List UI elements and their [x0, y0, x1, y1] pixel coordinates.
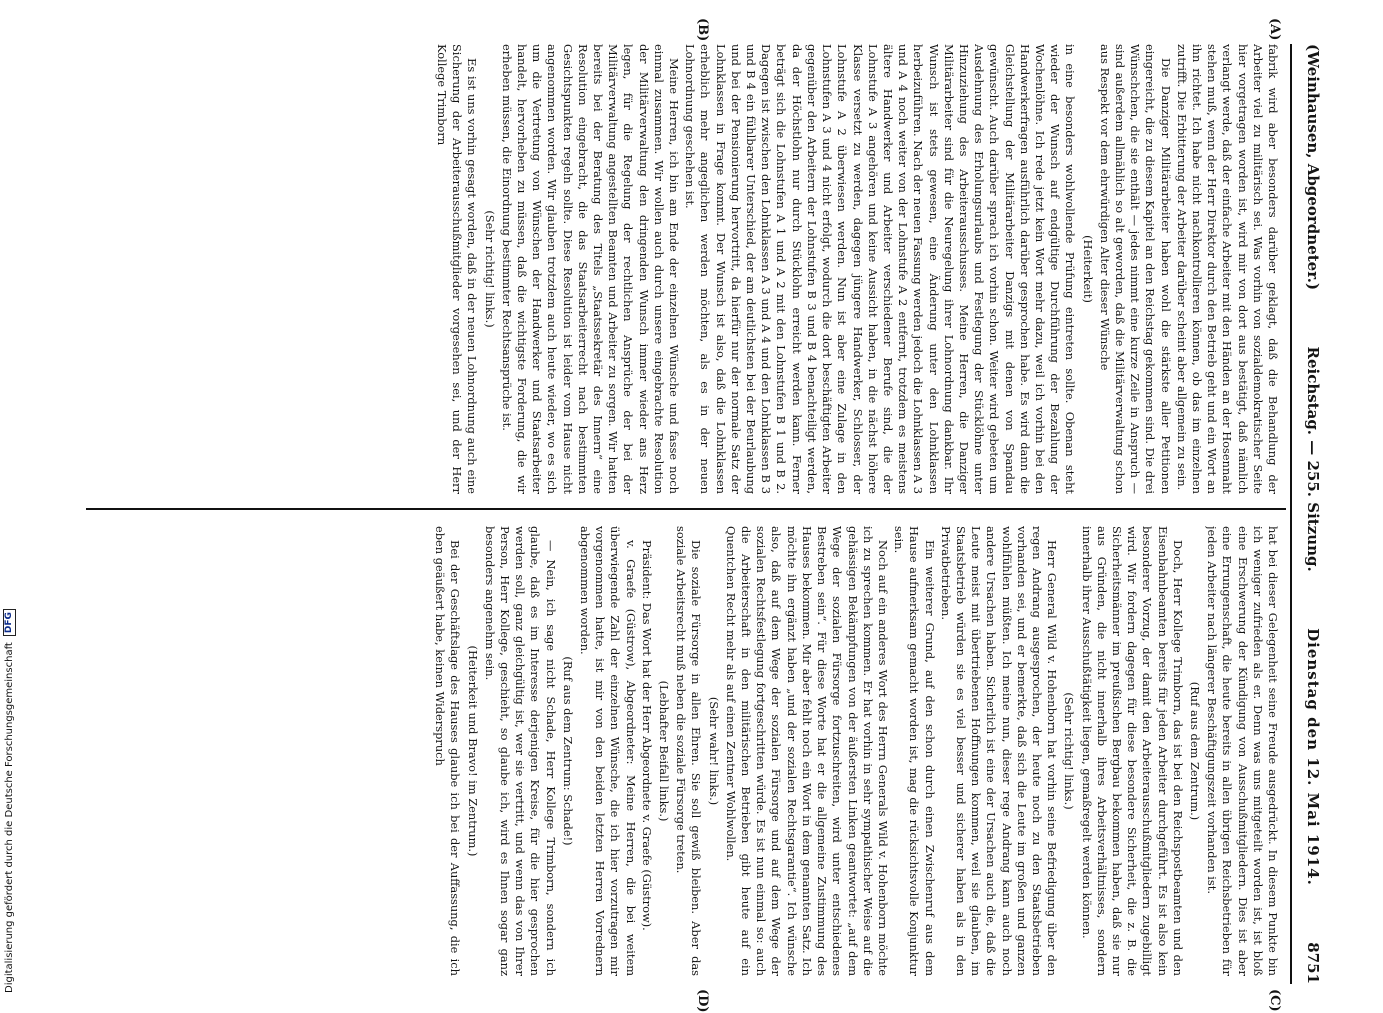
interjection: (Heiterkeit und Bravo! im Zentrum.) — [465, 645, 480, 857]
page-header — [1296, 44, 1330, 984]
paragraph: fabrik wird aber besonders darüber geklagt, daß die Behandlung der Arbeiter viel zu militärisch sei. Was vorhin von sozialdemokratischer Seite hier vorgetragen worden ist, wird mir von dort aus bestätigt, daß nämlich verlangt werde, daß der einfache Arbeiter mit den Händen an der Hosennaht stehen muß, wenn der Herr Direktor durch den Betrieb geht und ein Wort an ihn richtet. Ich habe nicht nachkontrollieren können, ob das im einzelnen zutrifft. Die Erbitterung der Arbeiter darüber scheint aber allgemein zu sein. — [1174, 44, 1280, 494]
header-rule — [1290, 44, 1292, 984]
margin-marker-b: (B) — [695, 18, 710, 42]
paragraph: Bei der Geschäftslage des Hauses glaube ich bei der Auffassung, die ich eben geäußert habe, keinen Widerspruch — [433, 526, 463, 976]
left-column — [100, 44, 1280, 494]
paragraph: Präsident: Das Wort hat der Herr Abgeordnete v. Graefe (Güstrow). — [639, 540, 654, 931]
header-date: Dienstag den 12. Mai 1914. — [1304, 628, 1322, 886]
digitization-credit — [2, 13, 16, 993]
interjection: (Sehr richtig! links.) — [482, 210, 497, 328]
column-divider — [86, 508, 1286, 510]
header-session: Reichstag. — 255. Sitzung. — [1304, 346, 1322, 572]
paragraph: Die soziale Fürsorge in allen Ehren. Sie soll gewiß bleiben. Aber das soziale Arbeitsrecht muß neben die soziale Fürsorge treten. — [674, 526, 704, 976]
interjection: (Sehr richtig! links.) — [1062, 692, 1077, 810]
margin-marker-d: (D) — [695, 989, 710, 1013]
page-number: 8751 — [1304, 942, 1322, 984]
paragraph: hat bei dieser Gelegenheit seine Freude ausgedrückt. In diesem Punkte bin ich weniger zufrieden als er. Denn was uns mitgeteilt worden ist, ist bloß eine Erschwerung der Kündigung von Ausschußmitgliedern. Dies ist aber eine Errungenschaft, die heute bereits in allen übrigen Reichsbetrieben für jeden Arbeiter nach längerer Beschäftigungszeit vorhanden ist. — [1205, 526, 1280, 976]
paragraph: — Nein, ich sage nicht Schade, Herr Kollege Trimborn, sondern ich glaube, daß es im Interesse derjenigen Kreise, für die hier gesprochen werden soll, ganz gleichgültig ist, wer sie vertritt, und wenn das von Ihrer Person, Herr Kollege, geschieht, so glaube ich, wird es Ihnen sogar ganz besonders angenehm sein. — [482, 526, 558, 976]
interjection: (Lebhafter Beifall links.) — [657, 680, 672, 822]
interjection: (Heiterkeit) — [1080, 235, 1095, 303]
scanned-page — [40, 18, 1330, 1013]
paragraph: Es ist uns vorhin gesagt worden, daß in der neuen Lohnordnung auch eine Sicherung der Arbeiterausschußmitglieder vorgesehen sei, und der Herr Kollege Trimborn — [435, 44, 480, 494]
paragraph: Doch, Herr Kollege Trimborn, das ist bei den Reichspostbeamten und den Eisenbahnbeamten bereits für jeden Arbeiter durchgeführt. Es ist also kein besonderer Vorzug, der damit den Arbeiterausschußmitgliedern zugebilligt wird. Wir fordern dagegen für diese besondere Sicherheit, die z. B. die Sicherheitsmänner im preußischen Bergbau bekommen haben, daß sie nur aus Gründen, die nicht innerhalb ihres Arbeitsverhältnisses, sondern innerhalb ihrer Ausschußtätigkeit liegen, gemaßregelt werden können. — [1079, 526, 1185, 976]
paragraph: Noch auf ein anderes Wort des Herrn Generals Wild v. Hohenborn möchte ich zu sprechen kommen. Er hat vorhin in sehr sympathischer Weise auf die gehässigen Bekämpfungen von der äußersten Linken geantwortet: „auf dem Wege der sozialen Fürsorge fortzuschreiten, wird unter entschiedenes Bestreben sein“. Für diese Worte hat er die allgemeine Zustimmung des Hauses bekommen. Mir aber fehlt noch ein Wort in dem genannten Satz. Ich möchte ihn ergänzt haben „und der sozialen Rechtsgarantie“. Ich wünsche also, daß auf dem Wege der sozialen Fürsorge und auf dem Wege der sozialen Rechtsfestlegung fortgeschritten würde. Es ist nun einmal so: auch die Arbeiterschaft in den militärischen Betrieben gibt heute auf ein Quentchen Recht mehr als auf einen Zentner Wohlwollen. — [723, 526, 890, 976]
paragraph: v. Graefe (Güstrow), Abgeordneter: Meine Herren, die bei weitem überwiegende Zahl der einzelnen Wünsche, die ich hier vorzutragen mir vorgenommen hatte, ist mir von den beiden letzten Herren Vorrednern abgenommen worden. — [578, 526, 638, 976]
paragraph: Ein weiterer Grund, auf den schon durch einen Zwischenruf aus dem Hause aufmerksam gemacht worden ist, mag die rücksichtsvolle Konjunktur sein. — [892, 526, 937, 976]
paragraph: Meine Herren, ich bin am Ende der einzelnen Wünsche und fasse noch einmal zusammen. Wir wollen auch durch unsere eingebrachte Resolution der Militärverwaltung den dringenden Wunsch immer wieder ans Herz legen, für die Regelung der rechtlichen Ansprüche der bei der Militärverwaltung angestellten Beamten und Arbeiter zu sorgen. Wir hatten bereits bei der Beratung des Titels „Staatssekretär des Innern“ eine Resolution eingebracht, die das Staatsarbeiterrecht nach bestimmten Gesichtspunkten regeln sollte. Diese Resolution ist leider vom Hause nicht angenommen worden. Wir glauben trotzdem auch heute wieder, wo es sich um die Vertretung von Wünschen der Handwerker und Staatsarbeiter handelt, hervorheben zu müssen, daß die wichtigste Forderung, die wir erheben müssen, die Einordnung bestimmter Rechtsansprüche ist. — [499, 44, 682, 494]
dfg-logo: DFG — [3, 609, 16, 636]
digitization-credit-text: Digitalisierung gefördert durch die Deutsche Forschungsgemeinschaft — [3, 642, 15, 993]
right-column — [100, 526, 1280, 976]
paragraph: in eine besonders wohlwollende Prüfung eintreten sollte. Obenan steht wieder der Wunsch auf endgültige Durchführung der Bezahlung der Wochenlöhne. Ich rede jetzt kein Wort mehr dazu, weil ich vorhin bei den Handwerkerfragen ausführlich darüber gesprochen habe. Es wird dann die Gleichstellung der Militärarbeiter Danzigs mit denen von Spandau gewünscht. Auch darüber sprach ich vorhin schon. Weiter wird gebeten um Ausdehnung des Erholungsurlaubs und Festlegung der Stücklöhne unter Hinzuziehung des Arbeiterausschusses. Meine Herren, die Danziger Militärarbeiter sind für die Neuregelung ihrer Lohnordnung dankbar. Ihr Wunsch ist stets gewesen, eine Änderung unter den Lohnklassen herbeizuführen. Nach der neuen Fassung werden jedoch die Lohnklassen A 3 und A 4 noch weiter von der Lohnstufe A 2 entfernt, trotzdem es meistens ältere Handwerker und Arbeiter verschiedener Berufe sind, die der Lohnstufe A 3 angehören und keine Aussicht haben, in die nächst höhere Klasse versetzt zu werden, dagegen jüngere Handwerker, Schlosser, der Lohnstufe A 2 überwiesen werden. Nun ist aber eine Zulage in den Lohnstufen A 3 und 4 nicht erfolgt, wodurch die dort beschäftigten Arbeiter gegenüber den Arbeitern der Lohnstufen B 3 und B 4 benachteiligt werden, da der Höchstlohn nur durch Stücklohn erreicht werden kann. Ferner beträgt sich die Lohnstufen A 1 und A 2 mit den Lohnstufen B 1 und B 2. Dagegen ist zwischen den Lohnklassen A 3 und A 4 und den Lohnklassen B 3 und B 4 ein fühlbarer Unterschied, der am deutlichsten bei der Beurlaubung und bei der Pensionierung hervortritt, da hierfür nur der normale Satz der Lohnklassen in Frage kommt. Der Wunsch ist also, daß die Lohnklassen erheblich mehr angeglichen werden möchten, als es in der neuen Lohnordnung geschehen ist. — [683, 44, 1078, 494]
interjection: (Sehr wahr! links.) — [706, 696, 721, 806]
digitization-sidebar — [0, 0, 22, 1000]
interjection: (Ruf aus dem Zentrum.) — [1187, 681, 1202, 821]
margin-marker-c: (C) — [1267, 989, 1282, 1012]
margin-marker-a: (A) — [1267, 18, 1282, 41]
paragraph: Herr General Wild v. Hohenborn hat vorhin seine Befriedigung über den regen Andrang ausgesprochen, der heute noch zu den Staatsbetrieben vorhanden sei, und er bemerkte, daß sich die Leute im großen und ganzen wohlfühlen müßten. Ich meine nun, dieser rege Andrang kann auch noch andere Ursachen haben. Sicherlich ist eine der Ursachen auch die, daß die Leute meist mit übertriebenen Hoffnungen kommen, weil sie glauben, im Staatsbetrieb würden sie es viel besser und sicherer haben als in den Privatbetrieben. — [938, 526, 1060, 976]
interjection: (Ruf aus dem Zentrum: Schade!) — [560, 656, 575, 846]
paragraph: Die Danziger Militärarbeiter haben wohl die stärkste aller Petitionen eingereicht, die zu diesem Kapitel an den Reichstag gekommen sind. Die drei Wünschchen, die sie enthält — jedes nimmt eine kurze Zeile in Anspruch — sind außerdem allmählich so alt geworden, daß die Militärverwaltung schon aus Respekt vor dem ehrwürdigen Alter dieser Wünsche — [1097, 44, 1173, 494]
header-speaker-note: (Weinhausen, Abgeordneter.) — [1304, 44, 1322, 291]
